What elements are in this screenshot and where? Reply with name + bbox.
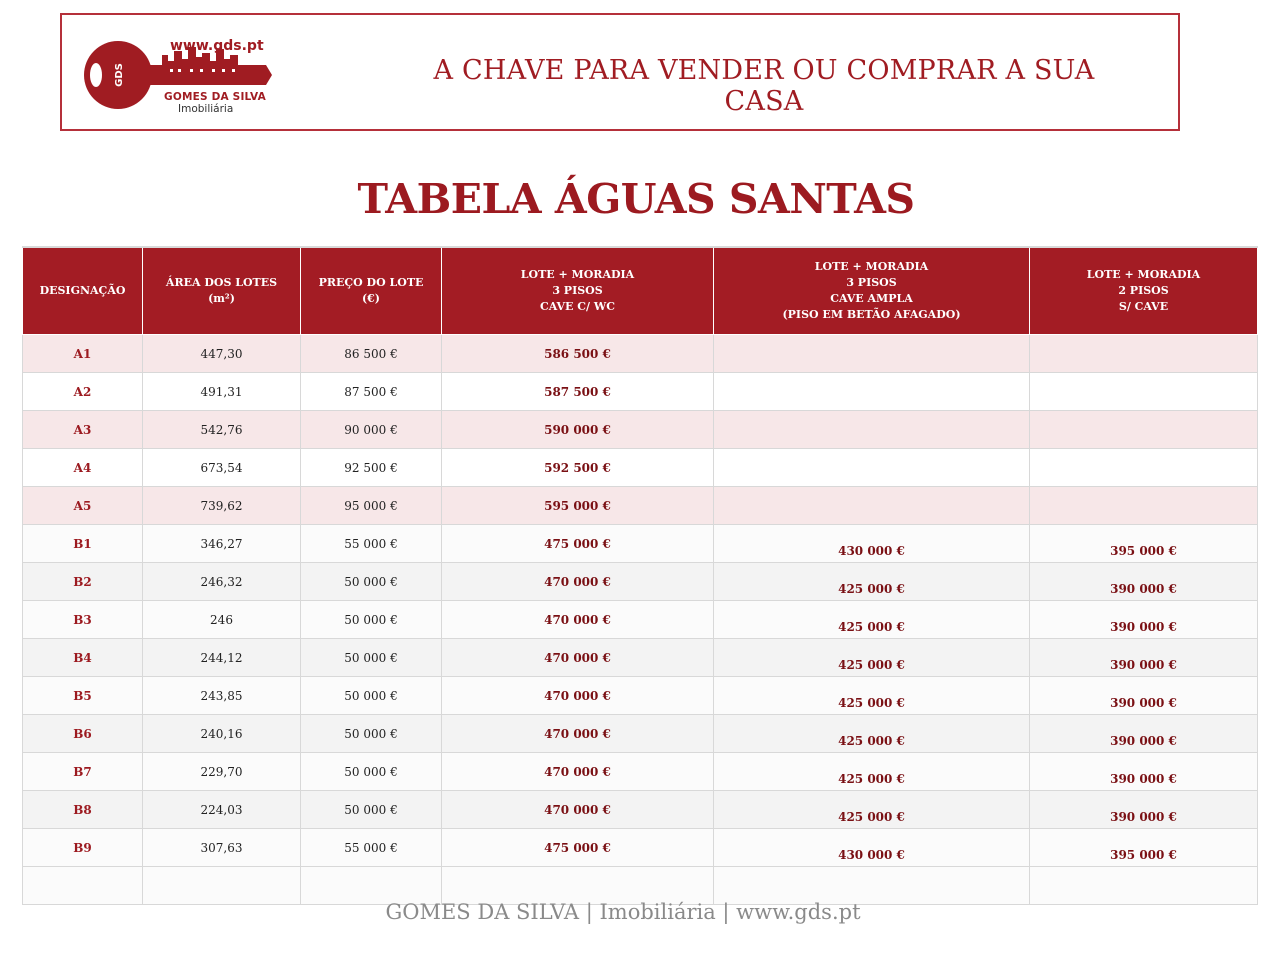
- cell-preco-lote: 50 000 €: [301, 715, 442, 753]
- page-title: TABELA ÁGUAS SANTAS: [357, 175, 915, 223]
- table-row: [23, 753, 1258, 791]
- table-row: [23, 867, 1258, 905]
- tagline: A CHAVE PARA VENDER OU COMPRAR A SUA CASA: [433, 55, 1095, 117]
- table-row: [23, 829, 1258, 867]
- table-row: [23, 677, 1258, 715]
- company-logo[interactable]: [82, 35, 272, 115]
- cell-designacao: A1: [23, 335, 143, 373]
- price-table: [22, 246, 1258, 905]
- cell-moradia-sem-cave: [1030, 373, 1258, 411]
- cell-moradia-sem-cave: [1030, 335, 1258, 373]
- cell-area: 673,54: [143, 449, 301, 487]
- cell-moradia-sem-cave: 390 000 €: [1030, 677, 1258, 715]
- cell-moradia-cave-ampla: [714, 487, 1030, 525]
- cell-moradia-cave-wc: [442, 867, 714, 905]
- cell-moradia-cave-ampla: 425 000 €: [714, 639, 1030, 677]
- cell-designacao: B5: [23, 677, 143, 715]
- cell-designacao: A3: [23, 411, 143, 449]
- cell-moradia-cave-wc: 470 000 €: [442, 753, 714, 791]
- cell-moradia-cave-wc: 475 000 €: [442, 829, 714, 867]
- table-row: [23, 411, 1258, 449]
- cell-area: 224,03: [143, 791, 301, 829]
- cell-designacao: B1: [23, 525, 143, 563]
- cell-preco-lote: 50 000 €: [301, 677, 442, 715]
- cell-moradia-cave-wc: 470 000 €: [442, 677, 714, 715]
- col-header-moradia-cave-ampla: LOTE + MORADIA 3 PISOS CAVE AMPLA (PISO EM BETÃO AFAGADO): [714, 247, 1030, 335]
- cell-area: [143, 867, 301, 905]
- cell-area: 491,31: [143, 373, 301, 411]
- cell-moradia-sem-cave: [1030, 867, 1258, 905]
- cell-moradia-cave-ampla: 425 000 €: [714, 601, 1030, 639]
- cell-preco-lote: 87 500 €: [301, 373, 442, 411]
- cell-area: 542,76: [143, 411, 301, 449]
- cell-moradia-cave-wc: 592 500 €: [442, 449, 714, 487]
- cell-moradia-cave-wc: 595 000 €: [442, 487, 714, 525]
- cell-designacao: B4: [23, 639, 143, 677]
- footer-text: GOMES DA SILVA | Imobiliária | www.gds.pt: [385, 900, 861, 924]
- table-row: [23, 639, 1258, 677]
- cell-moradia-sem-cave: [1030, 449, 1258, 487]
- cell-moradia-sem-cave: [1030, 411, 1258, 449]
- table-row: [23, 601, 1258, 639]
- cell-moradia-cave-wc: 586 500 €: [442, 335, 714, 373]
- col-header-moradia-cave-wc: LOTE + MORADIA 3 PISOS CAVE C/ WC: [442, 247, 714, 335]
- cell-moradia-cave-ampla: [714, 867, 1030, 905]
- logo-subtitle: Imobiliária: [178, 103, 234, 115]
- cell-preco-lote: 50 000 €: [301, 791, 442, 829]
- cell-preco-lote: 95 000 €: [301, 487, 442, 525]
- table-row: [23, 335, 1258, 373]
- logo-brand-name: GOMES DA SILVA: [164, 91, 266, 103]
- cell-moradia-cave-ampla: 430 000 €: [714, 829, 1030, 867]
- cell-designacao: [23, 867, 143, 905]
- cell-designacao: A4: [23, 449, 143, 487]
- cell-area: 346,27: [143, 525, 301, 563]
- col-header-area: ÁREA DOS LOTES (m²): [143, 247, 301, 335]
- logo-monogram: GDS: [114, 63, 125, 87]
- cell-preco-lote: 92 500 €: [301, 449, 442, 487]
- cell-designacao: B7: [23, 753, 143, 791]
- cell-moradia-cave-wc: 475 000 €: [442, 525, 714, 563]
- logo-url: www.gds.pt: [170, 38, 264, 54]
- cell-preco-lote: 50 000 €: [301, 753, 442, 791]
- cell-area: 243,85: [143, 677, 301, 715]
- cell-moradia-cave-ampla: [714, 449, 1030, 487]
- col-header-moradia-sem-cave: LOTE + MORADIA 2 PISOS S/ CAVE: [1030, 247, 1258, 335]
- cell-moradia-sem-cave: 390 000 €: [1030, 639, 1258, 677]
- table-row: [23, 449, 1258, 487]
- cell-area: 246: [143, 601, 301, 639]
- cell-moradia-cave-ampla: 430 000 €: [714, 525, 1030, 563]
- col-header-designacao: DESIGNAÇÃO: [23, 247, 143, 335]
- cell-moradia-cave-wc: 470 000 €: [442, 791, 714, 829]
- cell-area: 246,32: [143, 563, 301, 601]
- cell-moradia-cave-ampla: [714, 411, 1030, 449]
- table-row: [23, 373, 1258, 411]
- cell-area: 447,30: [143, 335, 301, 373]
- cell-moradia-sem-cave: 390 000 €: [1030, 791, 1258, 829]
- cell-moradia-cave-ampla: 425 000 €: [714, 753, 1030, 791]
- cell-preco-lote: 50 000 €: [301, 563, 442, 601]
- cell-area: 307,63: [143, 829, 301, 867]
- cell-moradia-cave-ampla: [714, 373, 1030, 411]
- cell-moradia-cave-wc: 470 000 €: [442, 601, 714, 639]
- table-row: [23, 715, 1258, 753]
- cell-designacao: B9: [23, 829, 143, 867]
- table-row: [23, 525, 1258, 563]
- cell-designacao: B8: [23, 791, 143, 829]
- table-header-row: [23, 247, 1258, 335]
- cell-moradia-sem-cave: 390 000 €: [1030, 753, 1258, 791]
- cell-area: 229,70: [143, 753, 301, 791]
- cell-preco-lote: [301, 867, 442, 905]
- cell-moradia-cave-ampla: [714, 335, 1030, 373]
- cell-moradia-sem-cave: 390 000 €: [1030, 715, 1258, 753]
- cell-designacao: B6: [23, 715, 143, 753]
- cell-moradia-cave-wc: 470 000 €: [442, 715, 714, 753]
- cell-designacao: A2: [23, 373, 143, 411]
- cell-moradia-cave-wc: 590 000 €: [442, 411, 714, 449]
- header-banner: [60, 13, 1180, 131]
- cell-moradia-cave-ampla: 425 000 €: [714, 563, 1030, 601]
- cell-preco-lote: 86 500 €: [301, 335, 442, 373]
- cell-preco-lote: 90 000 €: [301, 411, 442, 449]
- table-row: [23, 791, 1258, 829]
- cell-area: 240,16: [143, 715, 301, 753]
- cell-area: 739,62: [143, 487, 301, 525]
- cell-designacao: B2: [23, 563, 143, 601]
- cell-moradia-sem-cave: 395 000 €: [1030, 525, 1258, 563]
- cell-preco-lote: 55 000 €: [301, 829, 442, 867]
- cell-moradia-cave-wc: 587 500 €: [442, 373, 714, 411]
- cell-moradia-cave-wc: 470 000 €: [442, 639, 714, 677]
- cell-moradia-cave-ampla: 425 000 €: [714, 715, 1030, 753]
- cell-moradia-cave-wc: 470 000 €: [442, 563, 714, 601]
- cell-designacao: B3: [23, 601, 143, 639]
- table-row: [23, 563, 1258, 601]
- cell-area: 244,12: [143, 639, 301, 677]
- cell-moradia-cave-ampla: 425 000 €: [714, 677, 1030, 715]
- cell-moradia-cave-ampla: 425 000 €: [714, 791, 1030, 829]
- col-header-preco-lote: PREÇO DO LOTE (€): [301, 247, 442, 335]
- cell-moradia-sem-cave: 390 000 €: [1030, 563, 1258, 601]
- cell-moradia-sem-cave: 390 000 €: [1030, 601, 1258, 639]
- cell-designacao: A5: [23, 487, 143, 525]
- cell-moradia-sem-cave: 395 000 €: [1030, 829, 1258, 867]
- cell-preco-lote: 50 000 €: [301, 601, 442, 639]
- cell-preco-lote: 50 000 €: [301, 639, 442, 677]
- cell-moradia-sem-cave: [1030, 487, 1258, 525]
- table-row: [23, 487, 1258, 525]
- cell-preco-lote: 55 000 €: [301, 525, 442, 563]
